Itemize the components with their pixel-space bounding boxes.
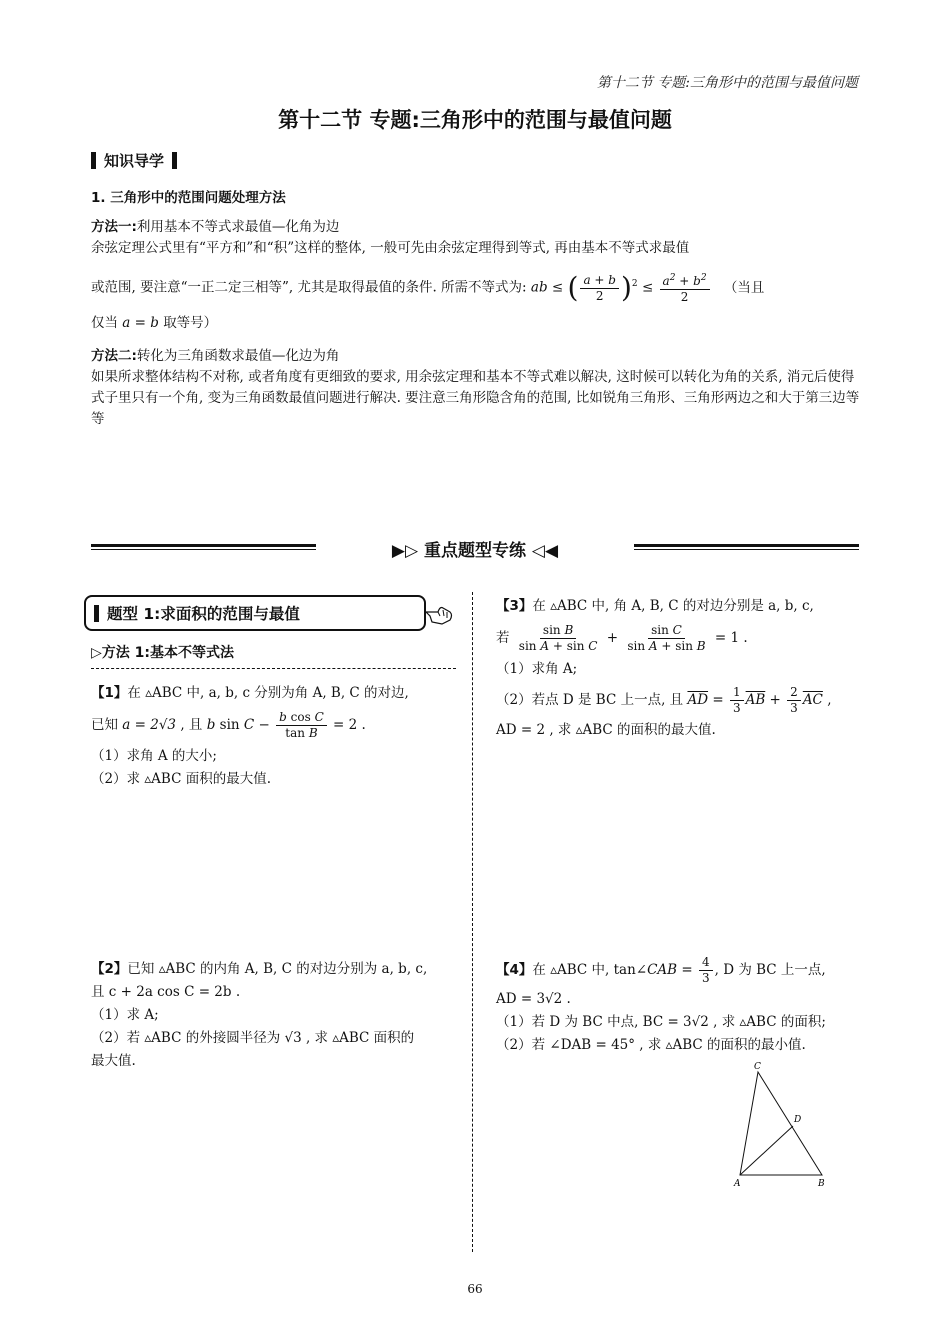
p1-eq: b [206, 717, 216, 733]
p2-line2: 且 c + 2a cos C = 2b . [91, 984, 241, 1000]
running-header: 第十二节 专题:三角形中的范围与最值问题 [596, 75, 858, 91]
p3-q2b: AD = 2 , 求 ▵ABC 的面积的最大值. [496, 722, 716, 738]
p1-a-eq: a = 2√3 [122, 717, 177, 733]
p3-tag: 【3】 [496, 598, 533, 614]
problem-1 [91, 682, 466, 791]
label-c: C [754, 1062, 761, 1072]
section-title: ▶▷ 重点题型专练 ◁◀ [391, 541, 559, 561]
problem-3 [496, 595, 861, 742]
problem-2 [91, 958, 466, 1073]
p1-text: 在 ▵ABC 中, a, b, c 分别为角 A, B, C 的对边, [127, 685, 409, 701]
method2-title-line [91, 346, 861, 367]
p4-pre: 在 ▵ABC 中, [532, 962, 610, 978]
method1-title: 利用基本不等式求最值—化角为边 [136, 219, 340, 235]
p2-text: 已知 ▵ABC 的内角 A, B, C 的对边分别为 a, b, c, [127, 961, 428, 977]
triangle-figure [728, 1060, 833, 1190]
p1-line1 [91, 682, 466, 705]
paren-close: ) [620, 271, 632, 304]
section-bar [91, 536, 859, 562]
p2-q2b: 最大值. [91, 1053, 136, 1069]
p3-pre: 若 [496, 630, 510, 646]
problem-4 [496, 952, 861, 1057]
p4-tag: 【4】 [496, 962, 533, 978]
p4-post: , D 为 BC 上一点, [714, 962, 826, 978]
p1-q2: （2）求 ▵ABC 面积的最大值. [91, 771, 271, 787]
p2-q2: （2）若 ▵ABC 的外接圆半径为 √3 , 求 ▵ABC 面积的 [91, 1030, 415, 1046]
p1-pre: 已知 [91, 717, 118, 733]
method1-line2-text: 或范围, 要注意“一正二定三相等”, 尤其是取得最值的条件. 所需不等式为: [91, 279, 527, 296]
type1-box [84, 595, 426, 631]
label-d: D [794, 1115, 802, 1125]
p2-tag: 【2】 [91, 961, 128, 977]
cond-b: 仅当 [91, 315, 118, 331]
pointing-hand-icon [424, 600, 454, 628]
formula-ab: ab ≤ [530, 279, 568, 296]
cond-eq: a = b [122, 315, 159, 331]
method2-label: 方法二: [91, 348, 137, 364]
paren-open: ( [567, 271, 579, 304]
type1-title: 题型 1:求面积的范围与最值 [107, 605, 300, 623]
p4-line1: 【4】在 ▵ABC 中, tan∠CAB = $\frac{4}{3}$ , D 为 BC 上一点, [496, 955, 826, 985]
frac-squares: $\frac{a^2 + b^2}{2}$ [660, 271, 710, 305]
column-divider [472, 592, 473, 1252]
p3-text: 在 ▵ABC 中, 角 A, B, C 的对边分别是 a, b, c, [532, 598, 814, 614]
method1-line2: 或范围, 要注意“一正二定三相等”, 尤其是取得最值的条件. 所需不等式为: ab ≤ ( $\frac{a + b}{2}$ )$^2$ ≤ $\frac{a^2 + b^2}{2}$ （当且 [91, 271, 765, 304]
guide-label: 知识导学 [104, 152, 165, 170]
p1-mid: , 且 [180, 717, 203, 733]
p3-line2: 若 $\frac{\text{sin B}}{\text{sin A + sin C}}$ + $\frac{\text{sin C}}{\text{sin A + sin B}}$ = 1 . [496, 623, 748, 653]
p1-tag: 【1】 [91, 685, 128, 701]
method1-line3 [91, 313, 861, 334]
bar-right [172, 152, 177, 169]
leq-sign: ≤ [641, 279, 658, 296]
p2-line1 [91, 958, 466, 981]
p3-line1 [496, 595, 861, 618]
method1-line1: 余弦定理公式里有“平方和”和“积”这样的整体, 一般可先由余弦定理得到等式, 再由基本不等式求最值 [91, 240, 690, 256]
p4-q2: （2）若 ∠DAB = 45° , 求 ▵ABC 的面积的最小值. [496, 1037, 806, 1053]
triangle-abc [740, 1072, 822, 1175]
method2-title: 转化为三角函数求最值—化边为角 [136, 348, 340, 364]
label-a: A [734, 1179, 741, 1189]
cond-a: （当且 [723, 279, 765, 296]
knowledge-heading: 1. 三角形中的范围问题处理方法 [91, 190, 286, 206]
page-number: 66 [467, 1282, 483, 1296]
method2-text: 如果所求整体结构不对称, 或者角度有更细致的要求, 用余弦定理和基本不等式难以解决, 这时候可以转化为角的关系, 消元后使得式子里只有一个角, 变为三角函数最值问题进行解决. 要注意三角形隐含角的范围, 比如锐角三角形、三角形两边之和大于第三边等等 [91, 369, 860, 427]
cond-c: 取等号） [163, 315, 218, 331]
method1-label: 方法一: [91, 219, 137, 235]
p4-line2: AD = 3√2 . [496, 991, 571, 1007]
dashed-divider [91, 668, 456, 669]
type-bar [94, 605, 99, 622]
p1-line2: 已知 a = 2√3 , 且 b sin C − $\frac{\text{b cos C}}{\text{tan B}}$ = 2 . [91, 710, 366, 740]
p3-q2-line: （2）若点 D 是 BC 上一点, 且 $\overline{AD}$ = $\frac{1}{3}$ $\overline{AB}$ + $\frac{2}{3}$ $\overline{AC}$ , [496, 685, 832, 715]
frac-a-plus-b: $\frac{a + b}{2}$ [580, 273, 619, 304]
guide-heading [91, 150, 177, 171]
page-title: 第十二节 专题:三角形中的范围与最值问题 [278, 108, 672, 132]
p4-q1: （1）若 D 为 BC 中点, BC = 3√2 , 求 ▵ABC 的面积; [496, 1014, 826, 1030]
method1-title-line [91, 217, 861, 238]
bar-left [91, 152, 96, 169]
p2-q1: （1）求 A; [91, 1007, 159, 1023]
segment-ad [740, 1126, 793, 1175]
p3-q2: （2）若点 D 是 BC 上一点, 且 [496, 692, 684, 708]
method1-heading: ▷方法 1:基本不等式法 [91, 645, 234, 661]
label-b: B [818, 1179, 825, 1189]
p3-q1: （1）求角 A; [496, 661, 578, 677]
p1-q1: （1）求角 A 的大小; [91, 748, 217, 764]
